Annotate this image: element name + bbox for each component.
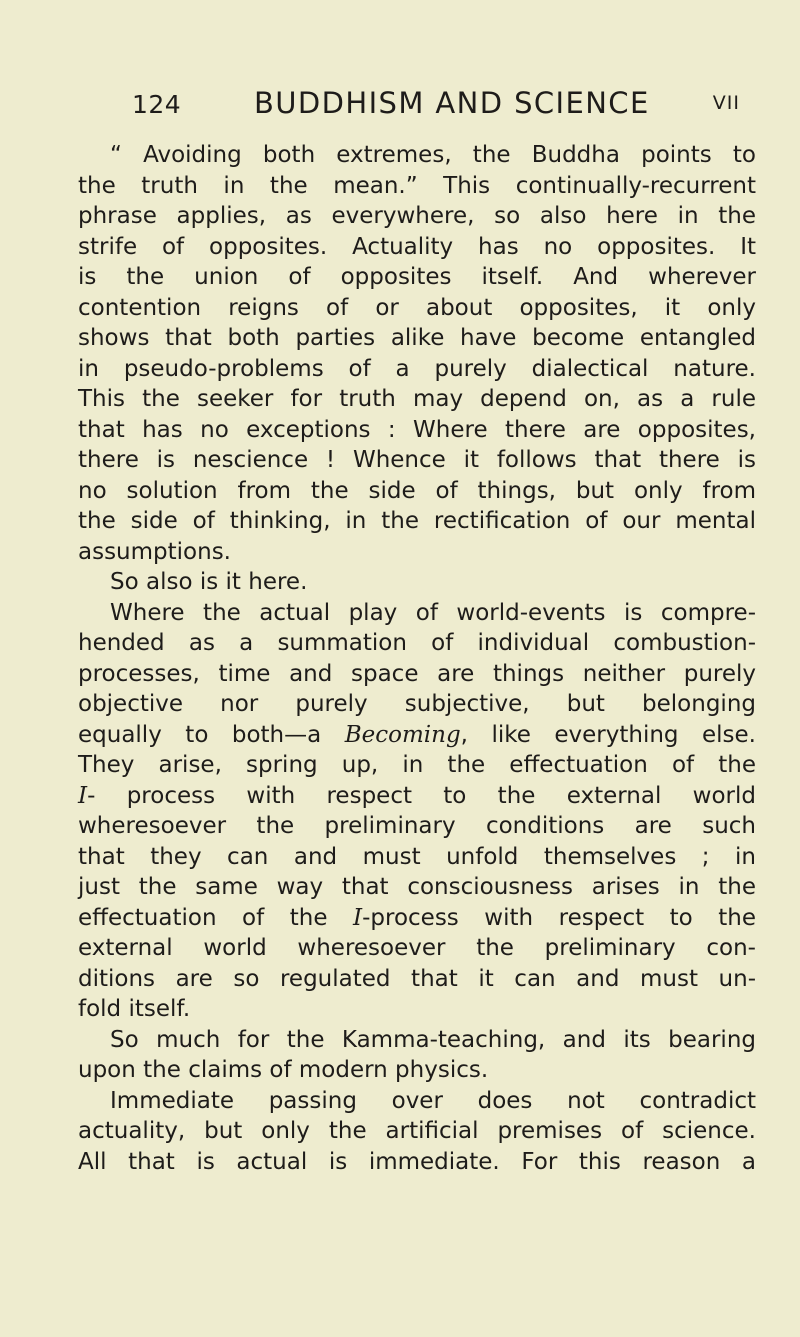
- text-line: Where the actual play of world-events is compre-: [110, 599, 756, 626]
- text-line: [78, 720, 756, 751]
- text-line: processes, time and space are things neither purely: [78, 660, 756, 687]
- text-segment: , like everything else.: [460, 721, 756, 748]
- text-line: in pseudo-problems of a purely dialectical nature.: [78, 355, 756, 382]
- text-line: no solution from the side of things, but only from: [78, 477, 756, 504]
- text-segment: -process with respect to the: [362, 904, 756, 931]
- text-line: objective nor purely subjective, but belonging: [78, 691, 756, 717]
- text-line: hended as a summation of individual combustion-: [78, 630, 756, 656]
- text-line: [78, 781, 756, 812]
- text-segment: equally to both—a: [78, 721, 345, 748]
- page-number: 124: [132, 90, 182, 119]
- running-title: BUDDHISM AND SCIENCE: [254, 86, 650, 120]
- text-line: upon the claims of modern physics.: [78, 1057, 489, 1083]
- text-line: is the union of opposites itself. And wherever: [78, 264, 756, 290]
- text-line: that they can and must unfold themselves ; in: [78, 843, 756, 870]
- text-line: contention reigns of or about opposites, it only: [78, 294, 756, 321]
- italic-text: I: [78, 782, 88, 809]
- text-line: Immediate passing over does not contradict: [110, 1087, 756, 1114]
- text-line: So much for the Kamma-teaching, and its bearing: [110, 1026, 756, 1053]
- text-line: fold itself.: [78, 996, 191, 1022]
- italic-text: Becoming: [344, 721, 461, 748]
- text-line: “ Avoiding both extremes, the Buddha points to: [110, 142, 756, 168]
- text-line: external world wheresoever the preliminary con-: [78, 935, 756, 961]
- text-line: there is nescience ! Whence it follows that there is: [78, 447, 756, 473]
- text-line: So also is it here.: [110, 569, 308, 595]
- text-line: wheresoever the preliminary conditions are such: [78, 813, 756, 839]
- text-line: actuality, but only the artificial premises of science.: [78, 1118, 756, 1144]
- text-line: just the same way that consciousness arises in the: [78, 874, 756, 900]
- text-line: shows that both parties alike have become entangled: [78, 325, 756, 351]
- text-line: phrase applies, as everywhere, so also here in the: [78, 203, 756, 229]
- text-line: the truth in the mean.” This continually-recurrent: [78, 172, 756, 199]
- text-segment: - process with respect to the external world: [87, 782, 756, 809]
- text-line: strife of opposites. Actuality has no opposites. It: [78, 233, 756, 260]
- text-line: ditions are so regulated that it can and must un-: [78, 965, 756, 992]
- text-line: the side of thinking, in the rectification of our mental: [78, 508, 756, 534]
- chapter-number: VII: [712, 92, 740, 114]
- text-line: assumptions.: [78, 538, 231, 565]
- text-line: that has no exceptions : Where there are opposites,: [78, 416, 756, 443]
- italic-text: I: [353, 904, 363, 931]
- text-line: [78, 903, 756, 934]
- text-line: They arise, spring up, in the effectuation of the: [78, 752, 756, 778]
- body-text: [78, 140, 756, 1177]
- running-header: [132, 86, 740, 130]
- text-line: All that is actual is immediate. For this reason a: [78, 1148, 756, 1175]
- text-line: This the seeker for truth may depend on, as a rule: [78, 386, 756, 412]
- text-segment: effectuation of the: [78, 904, 354, 931]
